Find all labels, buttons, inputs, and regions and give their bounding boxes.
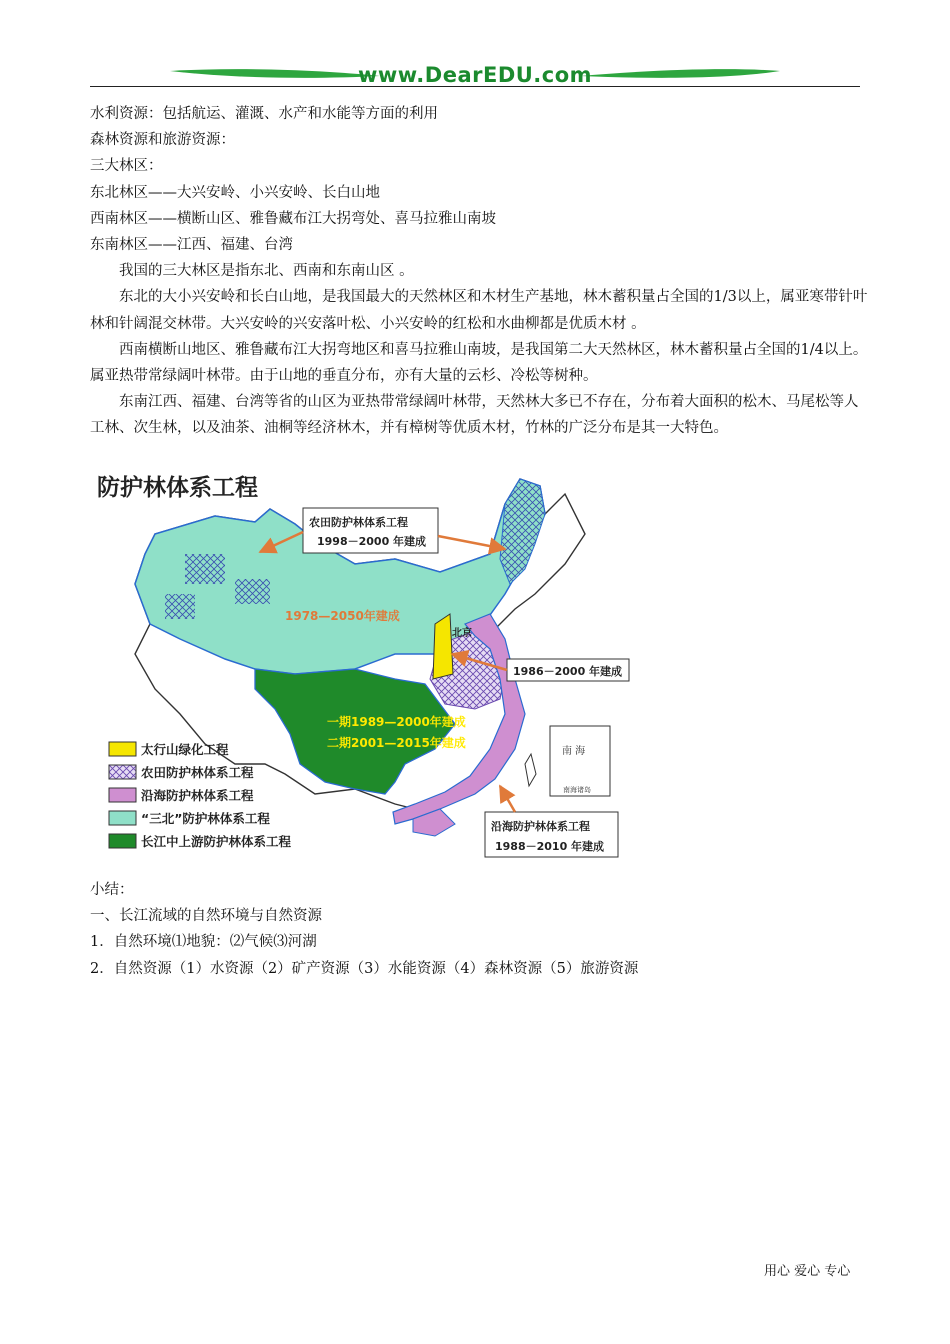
legend-item-sanbei [109,811,270,826]
paragraph-southwest: 西南林区——横断山区、雅鲁藏布江大拐弯处、喜马拉雅山南坡 [90,210,496,227]
callout-farmland-line2: 1998－2000 年建成 [317,535,427,548]
header-rule [90,86,860,87]
paragraph-southeast: 东南林区——江西、福建、台湾 [90,237,293,254]
legend-label-taihang: 太行山绿化工程 [141,742,229,757]
callout-coastal-line2: 1988－2010 年建成 [495,840,605,853]
paragraph-southeast-detail: 东南江西、福建、台湾等省的山区为亚热带常绿阔叶林带，天然林大多已不存在，分布着大面积的松木、马尾松等人工林、次生林，以及油茶、油桐等经济林木，并有樟树等优质木材，竹林的广泛分布是其一大特色。 [90,394,859,437]
paragraph-northeast: 东北林区——大兴安岭、小兴安岭、长白山地 [90,184,380,201]
label-beijing: 北京 [452,628,472,639]
label-changjiang-phase2: 二期2001—2015年建成 [327,736,466,750]
legend-label-sanbei: “三北”防护林体系工程 [141,811,270,826]
label-changjiang-phase1: 一期1989—2000年建成 [327,715,466,729]
taihang-region [433,614,453,679]
legend-item-taihang [109,742,229,757]
inset-sea-label: 南 海 [562,746,586,757]
legend-item-changjiang [109,834,292,849]
paragraph-northeast-detail: 东北的大小兴安岭和长白山地，是我国最大的天然林区和木材生产基地，林木蓄积量占全国的1/3以上，属亚寒带针叶林和针阔混交林带。大兴安岭的兴安落叶松、小兴安岭的红松和水曲柳都是优质木材 。 [90,289,868,332]
summary-item-3: 2．自然资源（1）水资源（2）矿产资源（3）水能资源（4）森林资源（5）旅游资源 [90,960,639,977]
northwest-patch [165,594,195,619]
legend-item-farmland [109,765,254,780]
map-title: 防护林体系工程 [97,475,258,501]
page-header [90,62,860,92]
legend-label-coastal: 沿海防护林体系工程 [141,788,254,803]
paragraph-water-resources: 水利资源：包括航运、灌溉、水产和水能等方面的利用 [90,106,438,122]
legend-label-farmland: 农田防护林体系工程 [141,765,254,780]
summary-item-1: 一、长江流域的自然环境与自然资源 [90,908,322,925]
site-logo-text[interactable]: www.DearEDU.com [357,63,593,87]
paragraph-three-forests: 三大林区： [90,158,163,175]
shelterbelt-map [95,464,640,859]
callout-farmland-line1: 农田防护林体系工程 [309,516,408,529]
paragraph-forest-tourism: 森林资源和旅游资源： [90,132,235,149]
summary-heading: 小结： [90,882,134,898]
northwest-patch [185,554,225,584]
main-content [90,101,868,442]
paragraph-southwest-detail: 西南横断山地区、雅鲁藏布江大拐弯地区和喜马拉雅山南坡，是我国第二大天然林区，林木蓄积量占全国的1/4以上。属亚热带常绿阔叶林带。由于山地的垂直分布，亦有大量的云杉、冷松等树种。 [90,341,868,385]
summary-item-2: 1．自然环境⑴地貌：⑵气候⑶河湖 [90,934,317,951]
callout-taihang-text: 1986－2000 年建成 [513,665,623,678]
callout-coastal [485,786,618,857]
paragraph-intro: 我国的三大林区是指东北、西南和东南山区 。 [119,263,414,280]
northwest-patch [235,579,270,604]
legend-label-changjiang: 长江中上游防护林体系工程 [141,834,292,849]
taiwan-island [525,754,536,786]
legend-item-coastal [109,788,254,803]
page-footer: 用心 爱心 专心 [764,1264,851,1279]
inset-caption: 南海诸岛 [563,786,591,794]
label-sanbei-years: 1978—2050年建成 [285,609,400,623]
summary-section [90,877,868,982]
callout-coastal-line1: 沿海防护林体系工程 [491,820,590,833]
